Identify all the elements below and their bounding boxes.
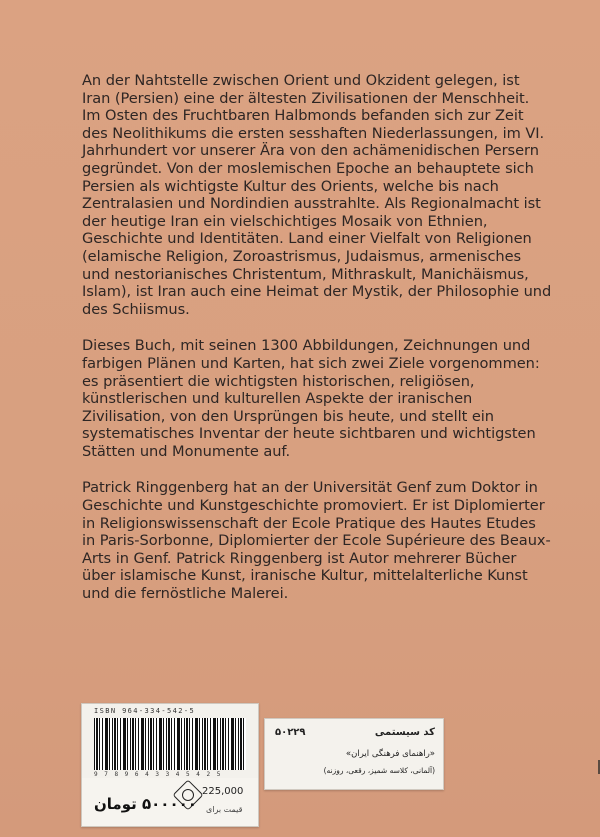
price-latin: 225,000: [202, 786, 244, 797]
blurb-paragraph-1: An der Nahtstelle zwischen Orient und Okzident gelegen, ist Iran (Persien) eine der ältesten Zivilisationen der Menschheit. Im Osten des Fruchtbaren Halbmonds befanden sich zur Zeit des Neolithikums die ersten sesshaften Niederlassungen, im VI. Jahrhundert vor unserer Ära von den achämenidischen Persern gegründet. Von der moslemischen Epoche an behauptete sich Persien als wichtigste Kultur des Orients, welche bis nach Zentralasien und Nordindien ausstrahlte. Als Regionalmacht ist der heutige Iran ein vielschichtiges Mosaik von Ethnien, Geschichte und Identitäten. Land einer Vielfalt von Religionen (elamische Religion, Zoroastrismus, Judaismus, armenisches und nestorianisches Christentum, Mithraskult, Manichäismus, Islam), ist Iran auch eine Heimat der Mystik, der Philosophie und des Schiismus.: [82, 72, 552, 318]
price-note: قیمت برای: [206, 805, 243, 814]
isbn-number: ISBN 964-334-542-5: [94, 707, 196, 715]
barcode-icon: [94, 718, 246, 770]
system-code-sticker: [264, 718, 444, 790]
price-persian: ۵۰۰۰۰۰ تومان: [94, 795, 197, 813]
blurb-paragraph-3: Patrick Ringgenberg hat an der Universität Genf zum Doktor in Geschichte und Kunstgeschichte promoviert. Er ist Diplomierter in Religionswissenschaft der Ecole Pratique des Hautes Etudes in Paris-Sorbonne, Diplomierter der Ecole Supérieure des Beaux-Arts in Genf. Patrick Ringgenberg ist Autor mehrerer Bücher über islamische Kunst, iranische Kultur, mittelalterliche Kunst und die fernöstliche Malerei.: [82, 479, 551, 603]
barcode-sticker: [81, 703, 259, 827]
barcode-digits: 9 7 8 9 6 4 3 3 4 5 4 2 5: [94, 771, 222, 778]
book-title-persian: «راهنمای فرهنگی ایران»: [345, 749, 435, 759]
blurb-text: [82, 72, 552, 622]
system-code-value: ۵۰۲۲۹: [275, 727, 306, 738]
price-label: [82, 778, 258, 826]
edge-mark: [592, 760, 600, 774]
system-code-label: کد سیستمی: [374, 727, 435, 738]
blurb-paragraph-2: Dieses Buch, mit seinen 1300 Abbildungen, Zeichnungen und farbigen Plänen und Karten, hat sich zwei Ziele vorgenommen: es präsentiert die wichtigsten historischen, religiösen, künstlerischen und kulturellen Aspekte der iranischen Zivilisation, von den Ursprüngen bis heute, und stellt ein systematisches Inventar der heute sichtbaren und wichtigsten Stätten und Monumente auf.: [82, 337, 540, 460]
book-edition-note: (آلمانی، کلاسه شمیز، رقعی، روزنه): [323, 766, 435, 775]
